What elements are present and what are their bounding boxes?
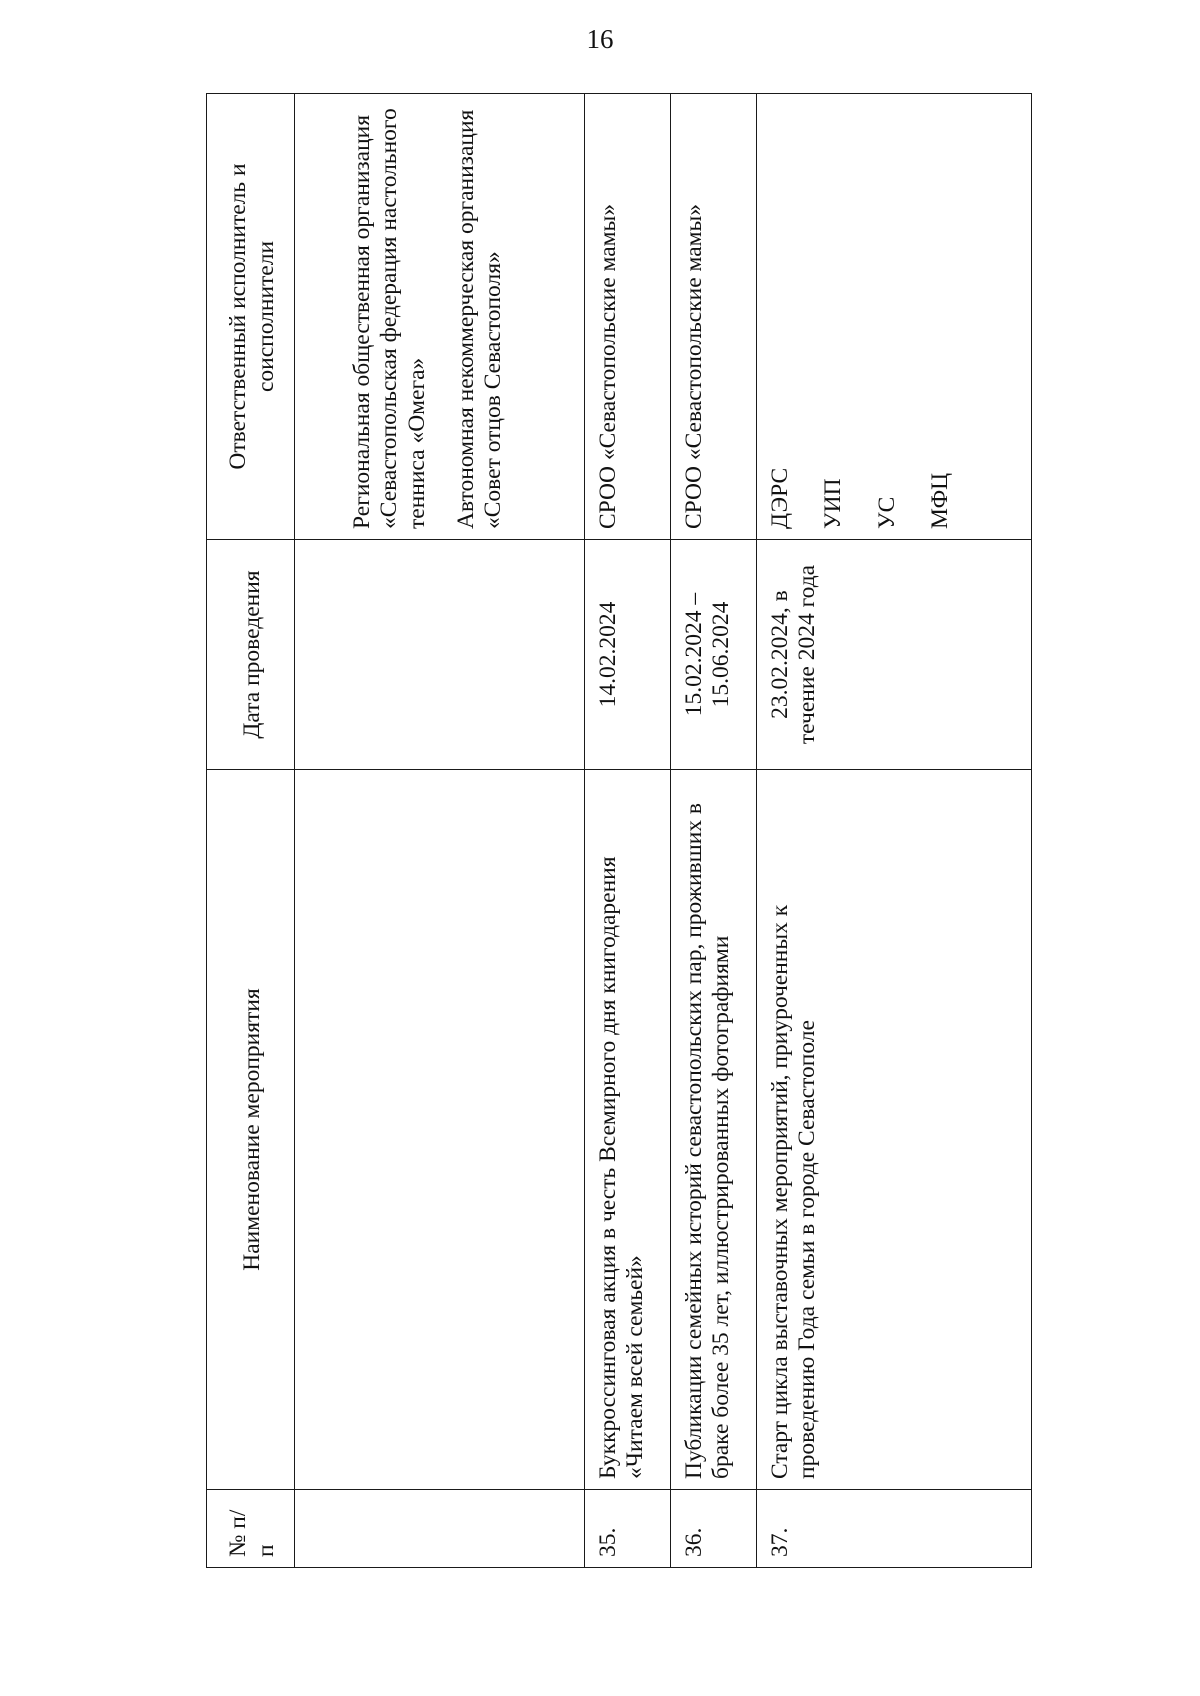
cell-date: 14.02.2024 <box>585 540 671 770</box>
cell-responsible <box>295 94 585 540</box>
cell-num: 37. <box>757 1490 1032 1568</box>
cell-responsible <box>757 94 1032 540</box>
cell-name: Старт цикла выставочных мероприятий, приуроченных к проведению Года семьи в городе Севастополе <box>757 770 1032 1490</box>
responsible-item: МФЦ <box>926 472 953 529</box>
cell-date: 23.02.2024, в течение 2024 года <box>757 540 1032 770</box>
cell-num: 36. <box>671 1490 757 1568</box>
responsible-item: УИП <box>820 478 847 529</box>
responsible-org-1: Региональная общественная организация «Севастопольская федерация настольного тенниса «Омега» <box>349 108 430 529</box>
table-row <box>671 94 757 1568</box>
rotated-table-container <box>206 94 1032 1568</box>
events-table <box>206 93 1032 1568</box>
table-row <box>757 94 1032 1568</box>
cell-date <box>295 540 585 770</box>
header-date: Дата проведения <box>207 540 295 770</box>
cell-num <box>295 1490 585 1568</box>
header-name: Наименование мероприятия <box>207 770 295 1490</box>
table-row-continuation <box>295 94 585 1568</box>
cell-name: Буккроссинговая акция в честь Всемирного дня книгодарения «Читаем всей семьей» <box>585 770 671 1490</box>
header-num: № п/п <box>207 1490 295 1568</box>
table-row <box>585 94 671 1568</box>
cell-num: 35. <box>585 1490 671 1568</box>
table-header-row <box>207 94 295 1568</box>
cell-name: Публикации семейных историй севастопольских пар, проживших в браке более 35 лет, иллюстрированных фотографиями <box>671 770 757 1490</box>
cell-responsible: СРОО «Севастопольские мамы» <box>671 94 757 540</box>
responsible-item: УС <box>873 496 900 529</box>
responsible-org-2: Автономная некоммерческая организация «Совет отцов Севастополя» <box>452 109 506 529</box>
responsible-item: ДЭРС <box>767 467 793 529</box>
header-responsible: Ответственный исполнитель и соисполнители <box>207 94 295 540</box>
page-number: 16 <box>586 24 614 54</box>
cell-name <box>295 770 585 1490</box>
cell-responsible: СРОО «Севастопольские мамы» <box>585 94 671 540</box>
cell-date: 15.02.2024 – 15.06.2024 <box>671 540 757 770</box>
